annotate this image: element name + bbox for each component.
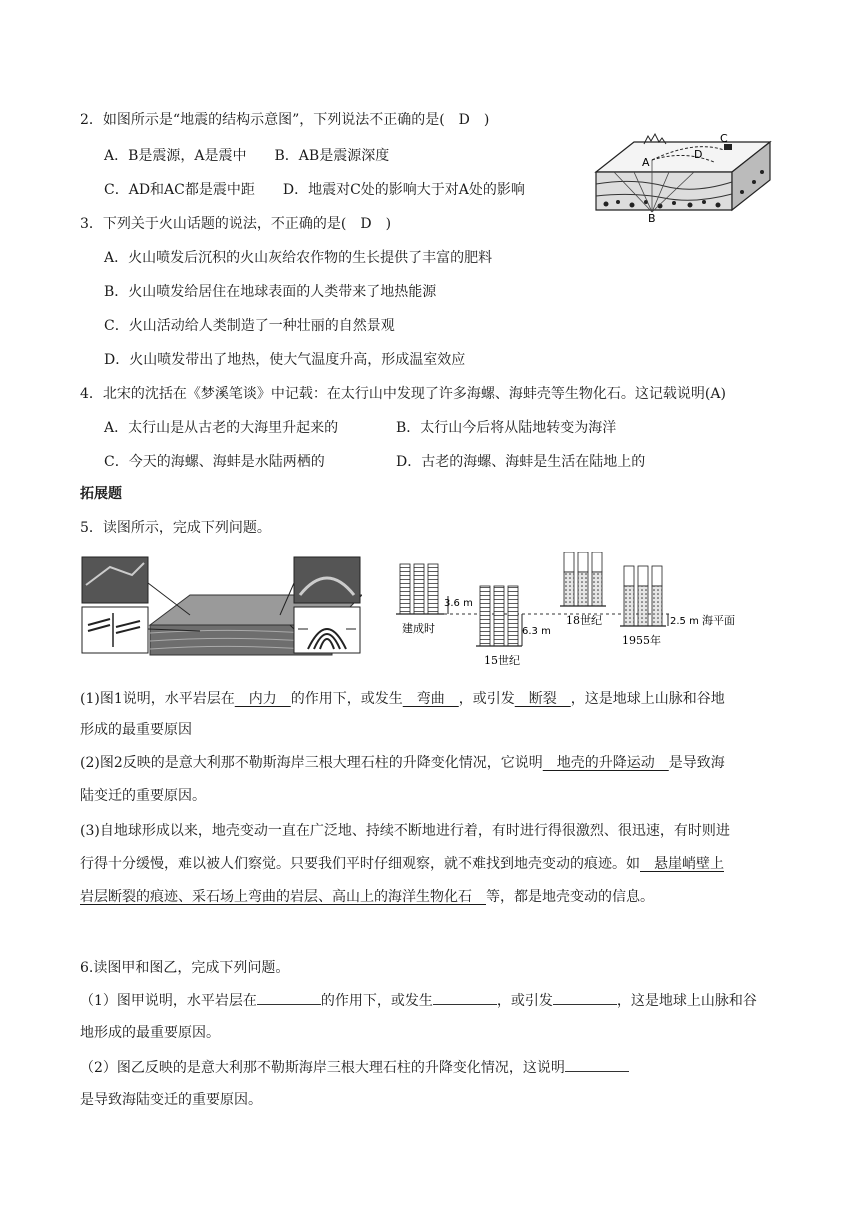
q3-option-b: B．火山喷发给居住在地球表面的人类带来了地热能源 (104, 284, 437, 300)
q6-blank-3[interactable] (553, 990, 617, 1005)
q2-options-ab: A．B是震源，A是震中 B．AB是震源深度 (104, 148, 390, 164)
q6-part1-line1: （1）图甲说明，水平岩层在 的作用下，或发生 ，或引发 ，这是地球上山脉和谷 (80, 990, 757, 1011)
q6-stem: 6.读图甲和图乙，完成下列问题。 (80, 960, 290, 976)
label-15th-century: 15世纪 (484, 654, 520, 667)
q3-option-c: C．火山活动给人类制造了一种壮丽的自然景观 (104, 318, 395, 334)
q4-option-d: D．古老的海螺、海蚌是生活在陆地上的 (396, 454, 646, 470)
fig-label-c: C (720, 132, 728, 145)
q5-part3-line3: 岩层断裂的痕迹、采石场上弯曲的岩层、高山上的海洋生物化石 等，都是地壳变动的信息。 (80, 889, 654, 905)
q5-answer-inner-force: 内力 (234, 691, 291, 707)
q4-stem: 4．北宋的沈括在《梦溪笔谈》中记载：在太行山中发现了许多海螺、海蚌壳等生物化石。这记载说明(A) (80, 386, 726, 402)
q3-stem: 3．下列关于火山话题的说法，不正确的是( D ) (80, 216, 392, 232)
fig-label-b: B (648, 212, 656, 222)
label-6-3m: 6.3 m (522, 626, 551, 637)
label-3-6m: 3.6 m (444, 598, 473, 609)
q5-stem: 5．读图所示，完成下列问题。 (80, 520, 271, 536)
q5-answer-bending: 弯曲 (402, 691, 459, 707)
label-built: 建成时 (402, 622, 435, 635)
q4-option-b: B．太行山今后将从陆地转变为海洋 (396, 420, 617, 436)
q5-part1-line2: 形成的最重要原因 (80, 722, 192, 738)
label-1955: 1955年 (622, 634, 661, 647)
q6-part2-line1: （2）图乙反映的是意大利那不勒斯海岸三根大理石柱的升降变化情况，这说明 (80, 1057, 629, 1078)
figure-1-rock-layers (80, 555, 362, 665)
q5-answer-fracture: 断裂 (514, 691, 571, 707)
q3-option-a: A．火山喷发后沉积的火山灰给农作物的生长提供了丰富的肥料 (104, 250, 493, 266)
q4-option-c: C．今天的海螺、海蚌是水陆两栖的 (104, 454, 325, 470)
q4-option-a: A．太行山是从古老的大海里升起来的 (104, 420, 339, 436)
fig-label-a: A (642, 156, 650, 169)
earthquake-structure-diagram (594, 132, 774, 222)
q5-answer-evidence-2: 岩层断裂的痕迹、采石场上弯曲的岩层、高山上的海洋生物化石 (80, 889, 486, 905)
q5-answer-crust-movement: 地壳的升降运动 (542, 755, 669, 771)
q6-blank-1[interactable] (257, 990, 321, 1005)
label-2-5m: 2.5 m (670, 616, 699, 627)
q6-part2-line2: 是导致海陆变迁的重要原因。 (80, 1092, 262, 1108)
q5-part3-line2: 行得十分缓慢，难以被人们察觉。只要我们平时仔细观察，就不难找到地壳变动的痕迹。如 悬崖峭壁上 (80, 856, 724, 872)
q2-options-cd: C．AD和AC都是震中距 D．地震对C处的影响大于对A处的影响 (104, 182, 525, 198)
q6-part1-line2: 地形成的最重要原因。 (80, 1025, 220, 1041)
q5-part2-line1: (2)图2反映的是意大利那不勒斯海岸三根大理石柱的升降变化情况，它说明 地壳的升降运动 是导致海 (80, 755, 725, 771)
q5-answer-evidence-1: 悬崖峭壁上 (640, 856, 724, 872)
figure-2-marble-columns (396, 552, 780, 670)
q5-part1-line1: (1)图1说明，水平岩层在 内力 的作用下，或发生 弯曲 ，或引发 断裂 ，这是地球上山脉和谷地 (80, 691, 725, 707)
q6-blank-4[interactable] (565, 1057, 629, 1072)
section-title: 拓展题 (80, 486, 122, 502)
label-18th-century: 18世纪 (566, 614, 602, 627)
q6-blank-2[interactable] (433, 990, 497, 1005)
q2-stem: 2．如图所示是“地震的结构示意图”，下列说法不正确的是( D ) (80, 112, 490, 128)
label-sea-level: 海平面 (702, 614, 735, 627)
q5-part3-line1: (3)自地球形成以来，地壳变动一直在广泛地、持续不断地进行着，有时进行得很激烈、很迅速，有时则进 (80, 823, 730, 839)
q5-part2-line2: 陆变迁的重要原因。 (80, 788, 206, 804)
q3-option-d: D．火山喷发带出了地热，使大气温度升高，形成温室效应 (104, 352, 466, 368)
fig-label-d: D (694, 148, 703, 161)
